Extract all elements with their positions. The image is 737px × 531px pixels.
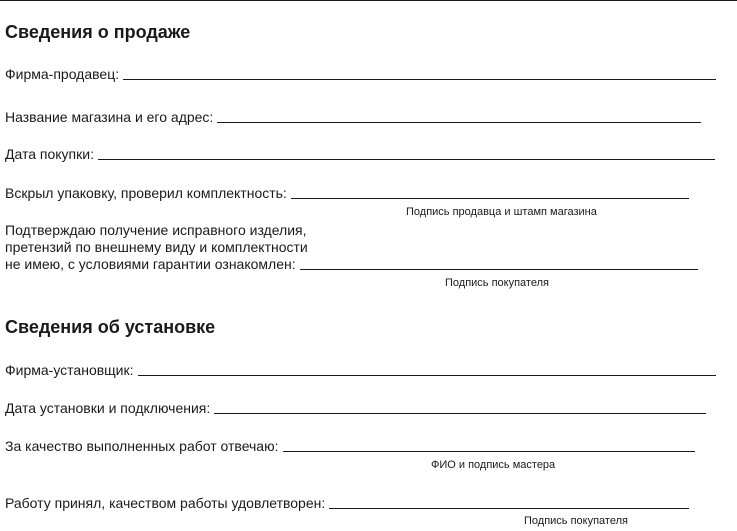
purchase-date-row — [5, 146, 715, 162]
unpacked-row — [5, 185, 689, 201]
store-row — [5, 109, 701, 125]
quality-label: За качество выполненных работ отвечаю: — [5, 438, 279, 454]
sale-heading: Сведения о продаже — [5, 22, 191, 42]
install-heading: Сведения об установке — [5, 317, 216, 337]
install-date-row — [5, 400, 706, 416]
purchase-date-field[interactable] — [98, 159, 715, 160]
installer-label: Фирма-установщик: — [5, 362, 134, 378]
buyer-signature-field[interactable] — [300, 269, 698, 270]
accepted-label: Работу принял, качеством работы удовлетворен: — [5, 495, 326, 511]
purchase-date-label: Дата покупки: — [5, 146, 94, 162]
seller-label: Фирма-продавец: — [5, 66, 120, 82]
buyer-signature-caption: Подпись покупателя — [445, 277, 549, 289]
confirm-line-1: Подтверждаю получение исправного изделия, — [5, 222, 307, 238]
master-signature-field[interactable] — [283, 451, 695, 452]
seller-signature-caption: Подпись продавца и штамп магазина — [406, 206, 597, 218]
top-border — [0, 0, 737, 1]
master-caption: ФИО и подпись мастера — [431, 459, 556, 471]
confirm-line-3: не имею, с условиями гарантии ознакомлен: — [5, 256, 296, 272]
install-date-field[interactable] — [214, 413, 706, 414]
installer-field[interactable] — [138, 375, 716, 376]
install-date-label: Дата установки и подключения: — [5, 400, 211, 416]
seller-field[interactable] — [123, 79, 716, 80]
quality-row — [5, 438, 695, 454]
seller-signature-field[interactable] — [291, 198, 689, 199]
installer-row — [5, 362, 716, 378]
store-label: Название магазина и его адрес: — [5, 109, 214, 125]
confirm-line-2: претензий по внешнему виду и комплектности — [5, 239, 308, 255]
buyer-final-signature-caption: Подпись покупателя — [524, 515, 628, 527]
confirm-row — [5, 256, 698, 272]
buyer-final-signature-field[interactable] — [329, 508, 689, 509]
unpacked-label: Вскрыл упаковку, проверил комплектность: — [5, 185, 287, 201]
confirm-text — [5, 222, 308, 256]
accepted-row — [5, 495, 689, 511]
store-field[interactable] — [217, 122, 701, 123]
seller-row — [5, 66, 716, 82]
